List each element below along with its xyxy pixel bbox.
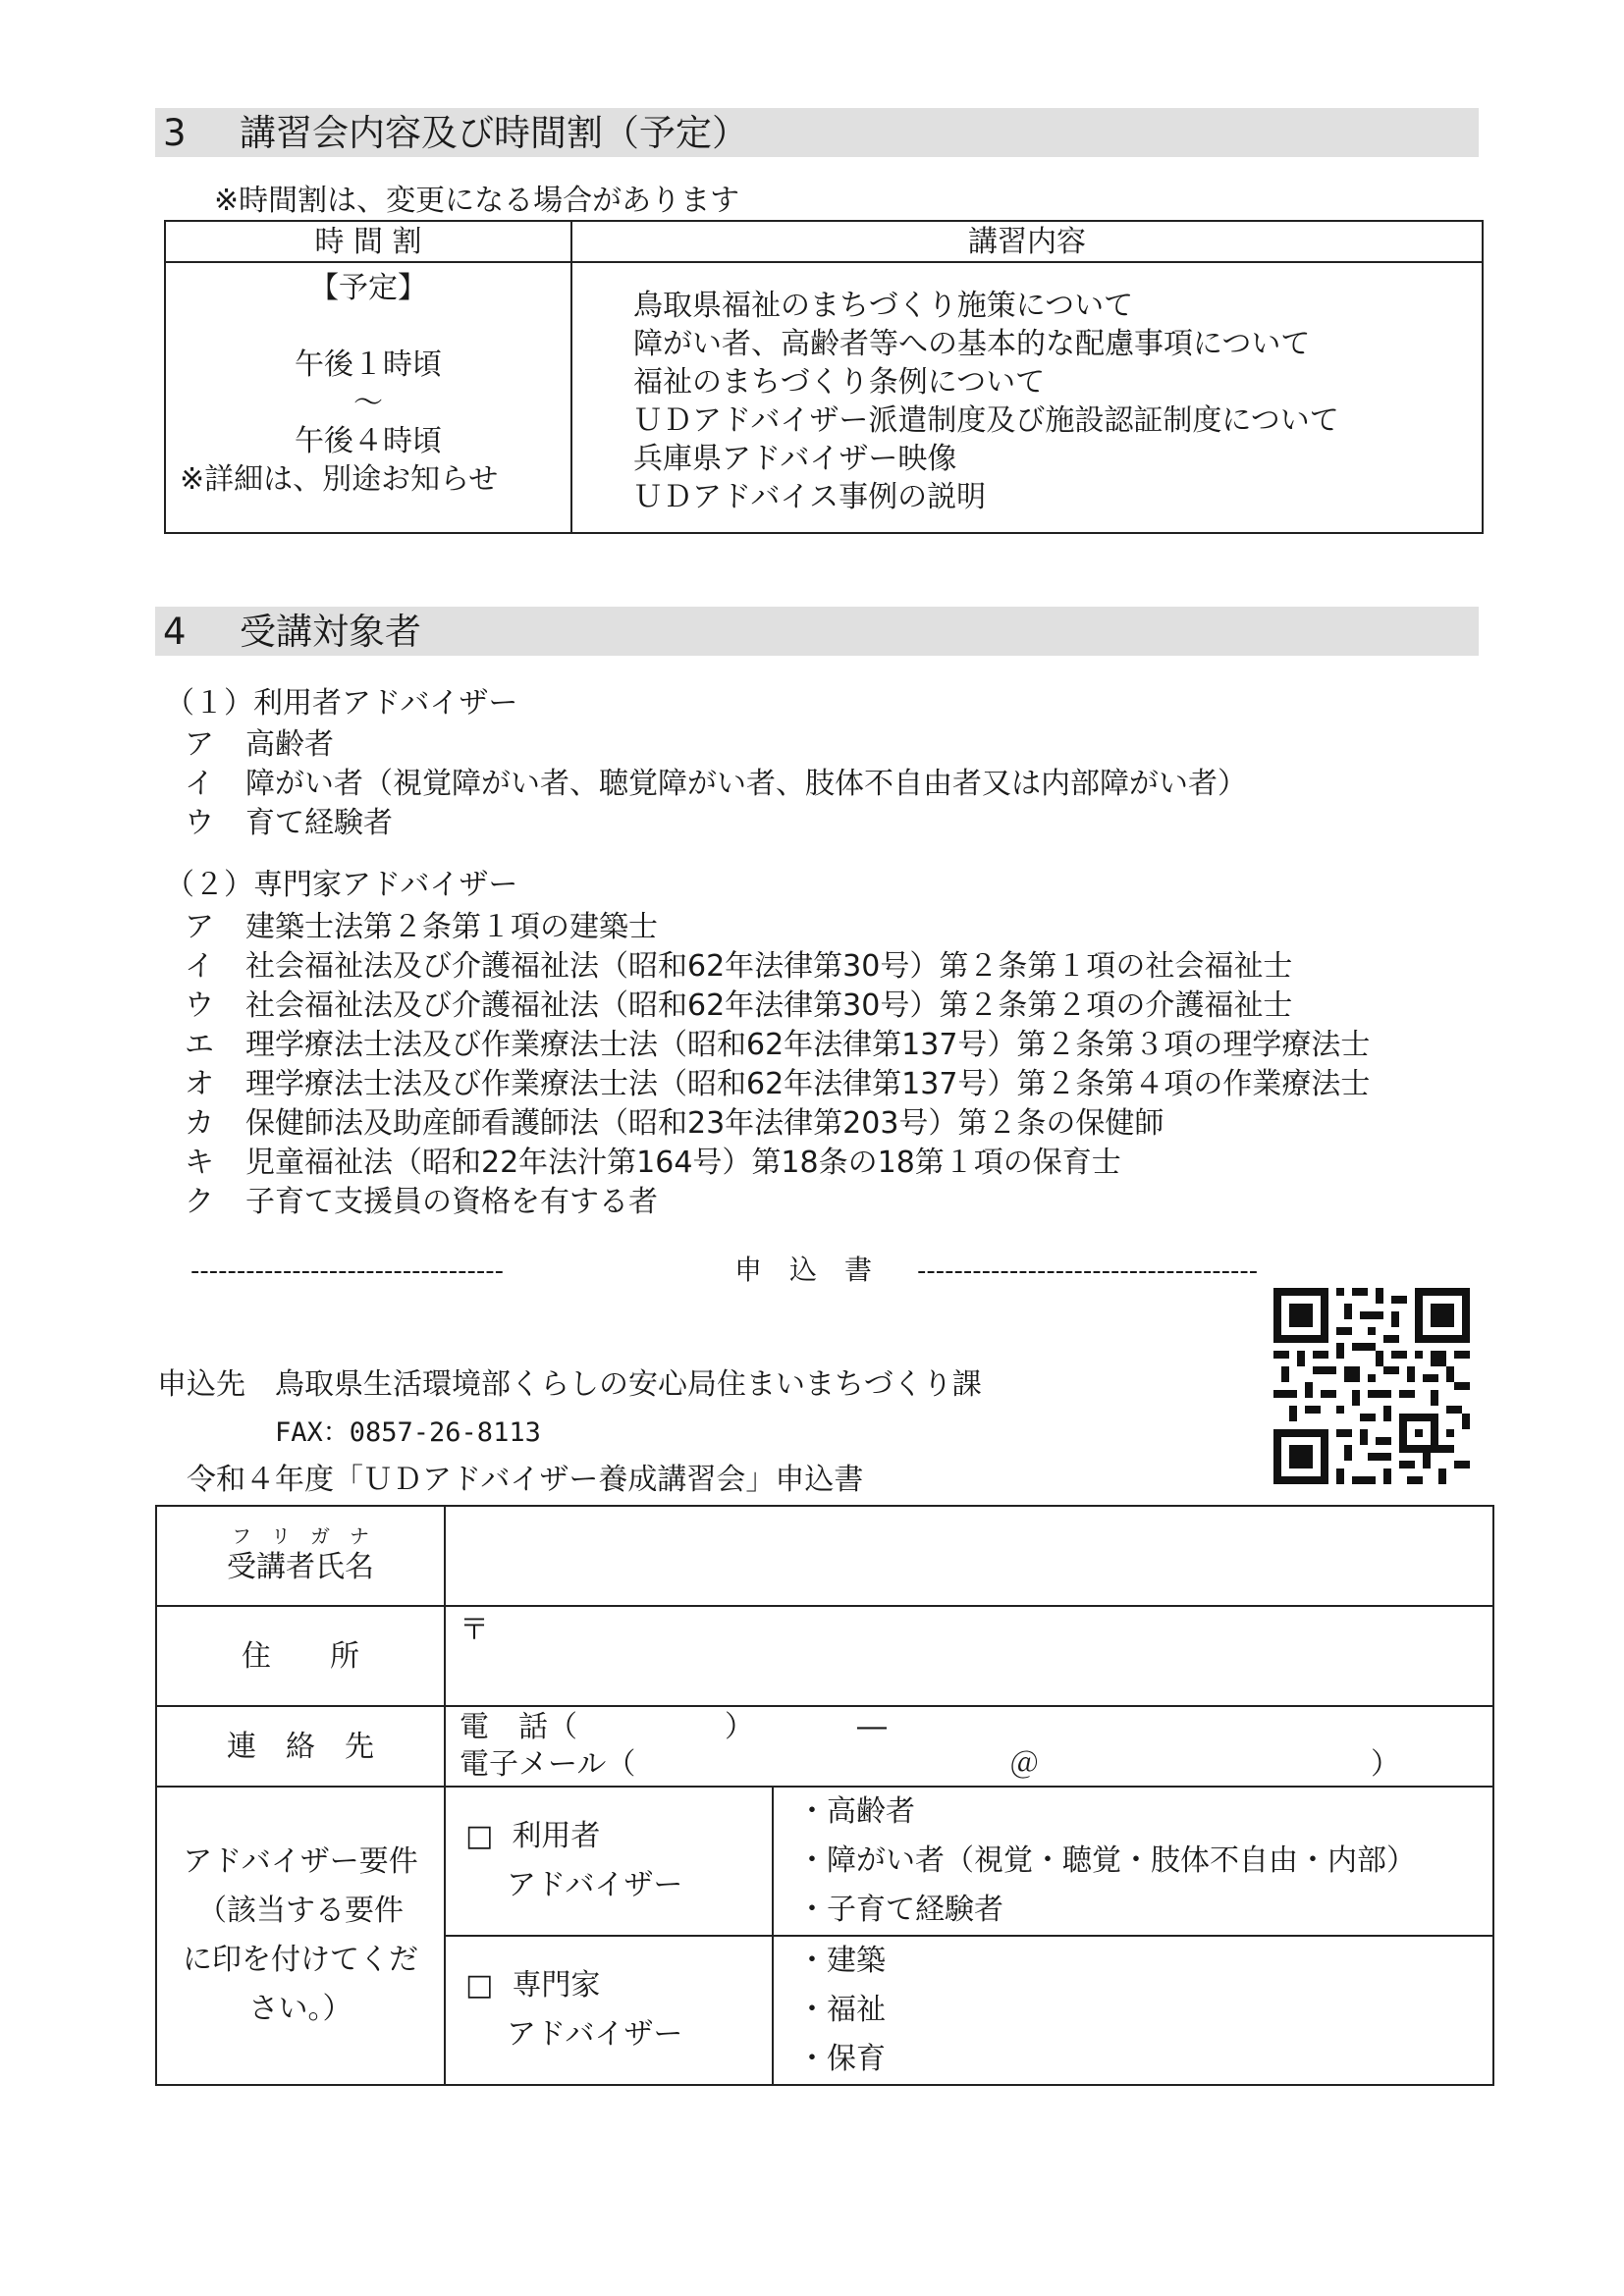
application-form bbox=[155, 1505, 1494, 2086]
section3-title: 講習会内容及び時間割（予定） bbox=[240, 111, 748, 154]
user-advisor-cell bbox=[445, 1787, 773, 1936]
item-text: 障がい者（視覚障がい者、聴覚障がい者、肢体不自由者又は内部障がい者） bbox=[245, 767, 1247, 801]
group1-heading: （１）利用者アドバイザー bbox=[165, 686, 518, 721]
item-text: 建築士法第２条第１項の建築士 bbox=[245, 910, 658, 944]
item-kana: キ bbox=[185, 1146, 214, 1180]
expert-option[interactable]: ・建築 bbox=[797, 1944, 886, 1978]
group2-item bbox=[185, 1028, 1371, 1062]
item-kana: イ bbox=[185, 949, 214, 984]
group2-item bbox=[185, 1067, 1371, 1101]
section4-header bbox=[155, 607, 1479, 656]
contact-label: 連 絡 先 bbox=[156, 1706, 445, 1787]
contact-input[interactable] bbox=[445, 1706, 1493, 1787]
phone-field[interactable]: 電 話（ ） ― bbox=[460, 1710, 887, 1744]
section4-title: 受講対象者 bbox=[240, 610, 421, 653]
application-fax: FAX：0857-26-8113 bbox=[275, 1417, 541, 1448]
schedule-time-line: 午後１時頃 bbox=[295, 347, 442, 382]
item-text: 育て経験者 bbox=[245, 806, 393, 840]
item-kana: エ bbox=[185, 1028, 214, 1062]
item-kana: ク bbox=[185, 1185, 214, 1219]
schedule-table bbox=[164, 220, 1484, 534]
user-options-cell bbox=[773, 1787, 1493, 1936]
application-form-title: 令和４年度「ＵＤアドバイザー養成講習会」申込書 bbox=[187, 1463, 864, 1497]
email-prefix: 電子メール（ bbox=[460, 1747, 636, 1782]
postal-mark: 〒 bbox=[460, 1613, 489, 1647]
schedule-content-cell bbox=[571, 262, 1483, 533]
schedule-time-line: 午後４時頃 bbox=[295, 424, 442, 458]
schedule-time-note: ※詳細は、別途お知らせ bbox=[180, 462, 499, 497]
item-text: 高齢者 bbox=[245, 727, 334, 762]
divider-left: ---------------------------------- bbox=[190, 1256, 504, 1286]
item-kana: カ bbox=[185, 1106, 214, 1141]
section4-number: 4 bbox=[163, 610, 187, 653]
expert-advisor-cell bbox=[445, 1936, 773, 2085]
requirement-label-cell bbox=[156, 1787, 445, 2085]
user-advisor-label: アドバイザー bbox=[507, 1868, 683, 1902]
divider-right: ------------------------------------- bbox=[917, 1256, 1259, 1286]
user-option[interactable]: ・障がい者（視覚・聴覚・肢体不自由・内部） bbox=[797, 1843, 1416, 1878]
requirement-label-line: （該当する要件 bbox=[197, 1894, 404, 1928]
schedule-content-item: 鳥取県福祉のまちづくり施策について bbox=[633, 289, 1134, 323]
group1-item bbox=[185, 727, 334, 762]
item-text: 理学療法士法及び作業療法士法（昭和62年法律第137号）第２条第３項の理学療法士 bbox=[245, 1028, 1371, 1062]
item-text: 児童福祉法（昭和22年法汁第164号）第18条の18第１項の保育士 bbox=[245, 1146, 1121, 1180]
section3-header bbox=[155, 108, 1479, 157]
requirement-label-line: に印を付けてくだ bbox=[183, 1943, 418, 1977]
item-kana: ア bbox=[185, 910, 214, 944]
user-advisor-checkbox[interactable]: □ bbox=[465, 1819, 494, 1853]
section3-number: 3 bbox=[163, 111, 187, 154]
group2-item bbox=[185, 910, 658, 944]
item-kana: ウ bbox=[185, 988, 214, 1023]
item-text: 社会福祉法及び介護福祉法（昭和62年法律第30号）第２条第１項の社会福祉士 bbox=[245, 949, 1293, 984]
schedule-time-line: 【予定】 bbox=[309, 271, 427, 305]
qr-code-icon bbox=[1273, 1288, 1470, 1484]
schedule-content-item: 福祉のまちづくり条例について bbox=[633, 365, 1046, 400]
email-suffix: ） bbox=[1371, 1747, 1400, 1782]
schedule-header-content: 講習内容 bbox=[571, 221, 1483, 262]
item-kana: ウ bbox=[185, 806, 214, 840]
item-kana: イ bbox=[185, 767, 214, 801]
name-label: 受講者氏名 bbox=[227, 1550, 374, 1584]
user-advisor-label: 利用者 bbox=[512, 1819, 601, 1853]
schedule-time-cell bbox=[165, 262, 571, 533]
address-label: 住 所 bbox=[156, 1606, 445, 1706]
divider-label: 申 込 書 bbox=[734, 1254, 873, 1286]
schedule-note: ※時間割は、変更になる場合があります bbox=[214, 184, 740, 218]
schedule-time-line: ～ bbox=[353, 386, 383, 420]
item-text: 社会福祉法及び介護福祉法（昭和62年法律第30号）第２条第２項の介護福祉士 bbox=[245, 988, 1293, 1023]
schedule-content-item: 障がい者、高齢者等への基本的な配慮事項について bbox=[633, 327, 1311, 361]
group2-item bbox=[185, 949, 1293, 984]
email-at: ＠ bbox=[1009, 1747, 1039, 1782]
schedule-content-item: 兵庫県アドバイザー映像 bbox=[633, 442, 957, 476]
group2-item bbox=[185, 988, 1293, 1023]
item-kana: ア bbox=[185, 727, 214, 762]
item-text: 理学療法士法及び作業療法士法（昭和62年法律第137号）第２条第４項の作業療法士 bbox=[245, 1067, 1371, 1101]
expert-options-cell bbox=[773, 1936, 1493, 2085]
group2-item bbox=[185, 1185, 658, 1219]
schedule-time-line bbox=[166, 307, 570, 346]
group2-item bbox=[185, 1148, 1121, 1178]
requirement-label-line: さい。） bbox=[248, 1992, 352, 2026]
schedule-content-item: ＵＤアドバイザー派遣制度及び施設認証制度について bbox=[633, 403, 1339, 438]
name-label-cell bbox=[156, 1506, 445, 1606]
expert-advisor-label: 専門家 bbox=[512, 1968, 601, 2002]
item-text: 子育て支援員の資格を有する者 bbox=[245, 1185, 658, 1219]
email-field[interactable] bbox=[460, 1746, 1492, 1784]
requirement-label-line: アドバイザー要件 bbox=[183, 1844, 418, 1879]
group2-item bbox=[185, 1106, 1164, 1141]
address-input[interactable] bbox=[445, 1606, 1493, 1706]
application-destination: 申込先 鳥取県生活環境部くらしの安心局住まいまちづくり課 bbox=[157, 1367, 982, 1402]
group1-item bbox=[185, 767, 1247, 801]
expert-option[interactable]: ・福祉 bbox=[797, 1993, 886, 2027]
schedule-content-item: ＵＤアドバイス事例の説明 bbox=[633, 480, 987, 514]
group2-heading: （２）専門家アドバイザー bbox=[165, 868, 518, 902]
user-option[interactable]: ・高齢者 bbox=[797, 1794, 915, 1829]
furigana-label: フ リ ガ ナ bbox=[232, 1524, 369, 1548]
item-kana: オ bbox=[185, 1067, 214, 1101]
expert-advisor-label: アドバイザー bbox=[507, 2017, 683, 2052]
user-option[interactable]: ・子育て経験者 bbox=[797, 1893, 1003, 1927]
item-text: 保健師法及助産師看護師法（昭和23年法律第203号）第２条の保健師 bbox=[245, 1106, 1164, 1141]
expert-advisor-checkbox[interactable]: □ bbox=[465, 1968, 494, 2002]
expert-option[interactable]: ・保育 bbox=[797, 2042, 886, 2076]
name-input[interactable] bbox=[445, 1506, 1493, 1606]
group1-item bbox=[185, 806, 393, 840]
schedule-header-time: 時 間 割 bbox=[165, 221, 571, 262]
